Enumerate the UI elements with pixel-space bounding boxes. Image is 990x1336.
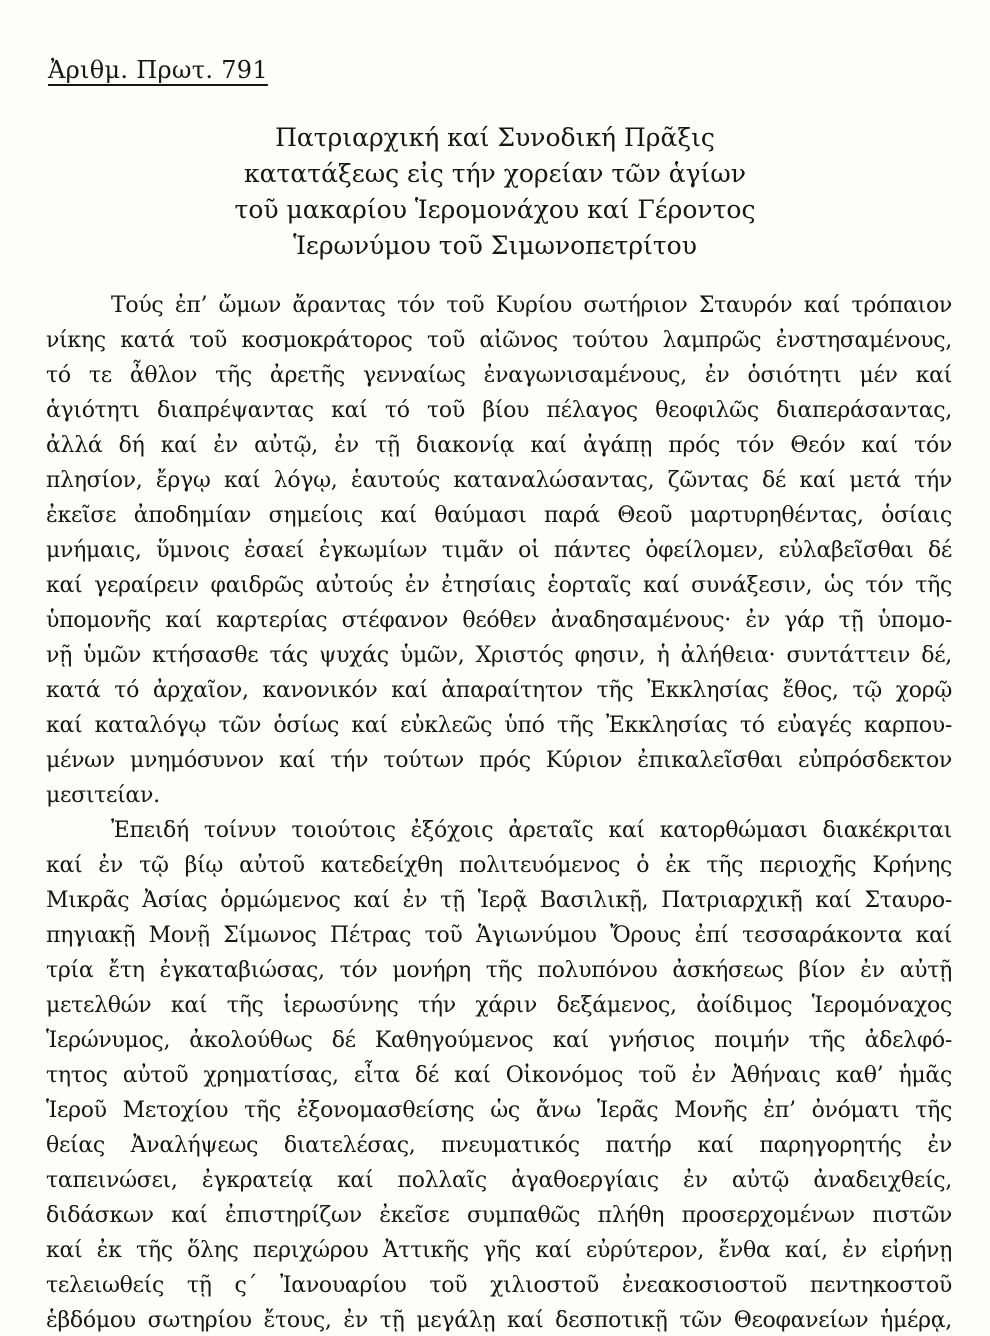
- body-line: ἑβδόμου σωτηρίου ἔτους, ἐν τῇ μεγάλῃ καί δεσποτικῇ τῶν Θεοφανείων ἡμέρᾳ,: [46, 1308, 952, 1333]
- body-line: Τούς ἐπ’ ὤμων ἄραντας τόν τοῦ Κυρίου σωτήριον Σταυρόν καί τρόπαιον: [111, 293, 952, 318]
- title-line: Πατριαρχική καί Συνοδική Πρᾶξις: [275, 123, 715, 152]
- body-line: μένων μνημόσυνον καί τήν τούτων πρός Κύριον ἐπικαλεῖσθαι εὐπρόσδεκτον: [46, 748, 952, 773]
- title-line: Ἱερωνύμου τοῦ Σιμωνοπετρίτου: [293, 231, 697, 260]
- body-line: πηγιακῇ Μονῇ Σίμωνος Πέτρας τοῦ Ἁγιωνύμου Ὄρους ἐπί τεσσαράκοντα καί: [46, 923, 952, 948]
- body-line: ταπεινώσει, ἐγκρατείᾳ καί πολλαῖς ἀγαθοεργίαις ἐν αὐτῷ ἀναδειχθείς,: [46, 1168, 952, 1193]
- title-line: τοῦ μακαρίου Ἱερομονάχου καί Γέροντος: [234, 195, 756, 224]
- body-line: καί ἐκ τῆς ὅλης περιχώρου Ἀττικῆς γῆς καί εὐρύτερον, ἔνθα καί, ἐν εἰρήνῃ: [46, 1238, 952, 1263]
- document-title: [0, 120, 990, 264]
- body-line: καί γεραίρειν φαιδρῶς αὐτούς ἐν ἐτησίαις ἑορταῖς καί συνάξεσιν, ὡς τόν τῆς: [46, 573, 952, 598]
- body-line: ἁγιότητι διαπρέψαντας καί τό τοῦ βίου πέλαγος θεοφιλῶς διαπεράσαντας,: [46, 398, 952, 423]
- body-line: θείας Ἀναλήψεως διατελέσας, πνευματικός πατήρ καί παρηγορητής ἐν: [46, 1133, 952, 1158]
- body-line: τητος αὐτοῦ χρηματίσας, εἶτα δέ καί Οἰκονόμος τοῦ ἐν Ἀθήναις καθ’ ἡμᾶς: [46, 1063, 952, 1088]
- body-line: Μικρᾶς Ἀσίας ὁρμώμενος καί ἐν τῇ Ἱερᾷ Βασιλικῇ, Πατριαρχικῇ καί Σταυρο-: [46, 888, 952, 913]
- title-line: κατατάξεως εἰς τήν χορείαν τῶν ἁγίων: [244, 159, 746, 188]
- body-line: μνήμαις, ὕμνοις ἐσαεί ἐγκωμίων τιμᾶν οἱ πάντες ὀφείλομεν, εὐλαβεῖσθαι δέ: [46, 538, 952, 563]
- body-line: τρία ἔτη ἐγκαταβιώσας, τόν μονήρη τῆς πολυπόνου ἀσκήσεως βίον ἐν αὐτῇ: [46, 958, 952, 983]
- body-line: νίκης κατά τοῦ κοσμοκράτορος τοῦ αἰῶνος τούτου λαμπρῶς ἐνστησαμένους,: [46, 328, 952, 353]
- body-line: τελειωθείς τῇ ς´ Ἰανουαρίου τοῦ χιλιοστοῦ ἐνεακοσιοστοῦ πεντηκοστοῦ: [46, 1273, 952, 1298]
- body-line: Ἱεροῦ Μετοχίου τῆς ἐξονομασθείσης ὡς ἄνω Ἱερᾶς Μονῆς ἐπ’ ὀνόματι τῆς: [46, 1098, 952, 1123]
- body-line: Ἱερώνυμος, ἀκολούθως δέ Καθηγούμενος καί γνήσιος ποιμήν τῆς ἀδελφό-: [46, 1028, 952, 1053]
- body-line: ἀλλά δή καί ἐν αὐτῷ, ἐν τῇ διακονίᾳ καί ἀγάπῃ πρός τόν Θεόν καί τόν: [46, 433, 952, 458]
- body-line: ἐκεῖσε ἀποδημίαν σημείοις καί θαύμασι παρά Θεοῦ μαρτυρηθέντας, ὁσίαις: [46, 503, 952, 528]
- paragraph-1: [46, 288, 952, 813]
- body-line: διδάσκων καί ἐπιστηρίζων ἐκεῖσε συμπαθῶς πλήθη προσερχομένων πιστῶν: [46, 1203, 952, 1228]
- body-line: Ἐπειδή τοίνυν τοιούτοις ἐξόχοις ἀρεταῖς καί κατορθώμασι διακέκριται: [111, 818, 952, 843]
- body-line: πλησίον, ἔργῳ καί λόγῳ, ἑαυτούς καταναλώσαντας, ζῶντας δέ καί μετά τήν: [46, 468, 952, 493]
- body-line: ὑπομονῆς καί καρτερίας στέφανον θεόθεν ἀναδησαμένους· ἐν γάρ τῇ ὑπομο-: [46, 608, 952, 633]
- body-line: μετελθών καί τῆς ἱερωσύνης τήν χάριν δεξάμενος, ἀοίδιμος Ἱερομόναχος: [46, 993, 952, 1018]
- body-line: μεσιτείαν.: [46, 783, 160, 808]
- body-line: καί ἐν τῷ βίῳ αὐτοῦ κατεδείχθη πολιτευόμενος ὁ ἐκ τῆς περιοχῆς Κρήνης: [46, 853, 952, 878]
- paragraph-2: [46, 813, 952, 1336]
- protocol-number: Ἀριθμ. Πρωτ. 791: [48, 56, 268, 84]
- body-line: νῇ ὑμῶν κτήσασθε τάς ψυχάς ὑμῶν, Χριστός φησιν, ἡ ἀλήθεια· συντάττειν δέ,: [46, 643, 952, 668]
- body-line: τό τε ἆθλον τῆς ἀρετῆς γενναίως ἐναγωνισαμένους, ἐν ὁσιότητι μέν καί: [46, 363, 952, 388]
- body-line: καί καταλόγῳ τῶν ὁσίως καί εὐκλεῶς ὑπό τῆς Ἐκκλησίας τό εὐαγές καρπου-: [46, 713, 952, 738]
- body-line: κατά τό ἀρχαῖον, κανονικόν καί ἀπαραίτητον τῆς Ἐκκλησίας ἔθος, τῷ χορῷ: [46, 678, 952, 703]
- document-body: [46, 288, 952, 1336]
